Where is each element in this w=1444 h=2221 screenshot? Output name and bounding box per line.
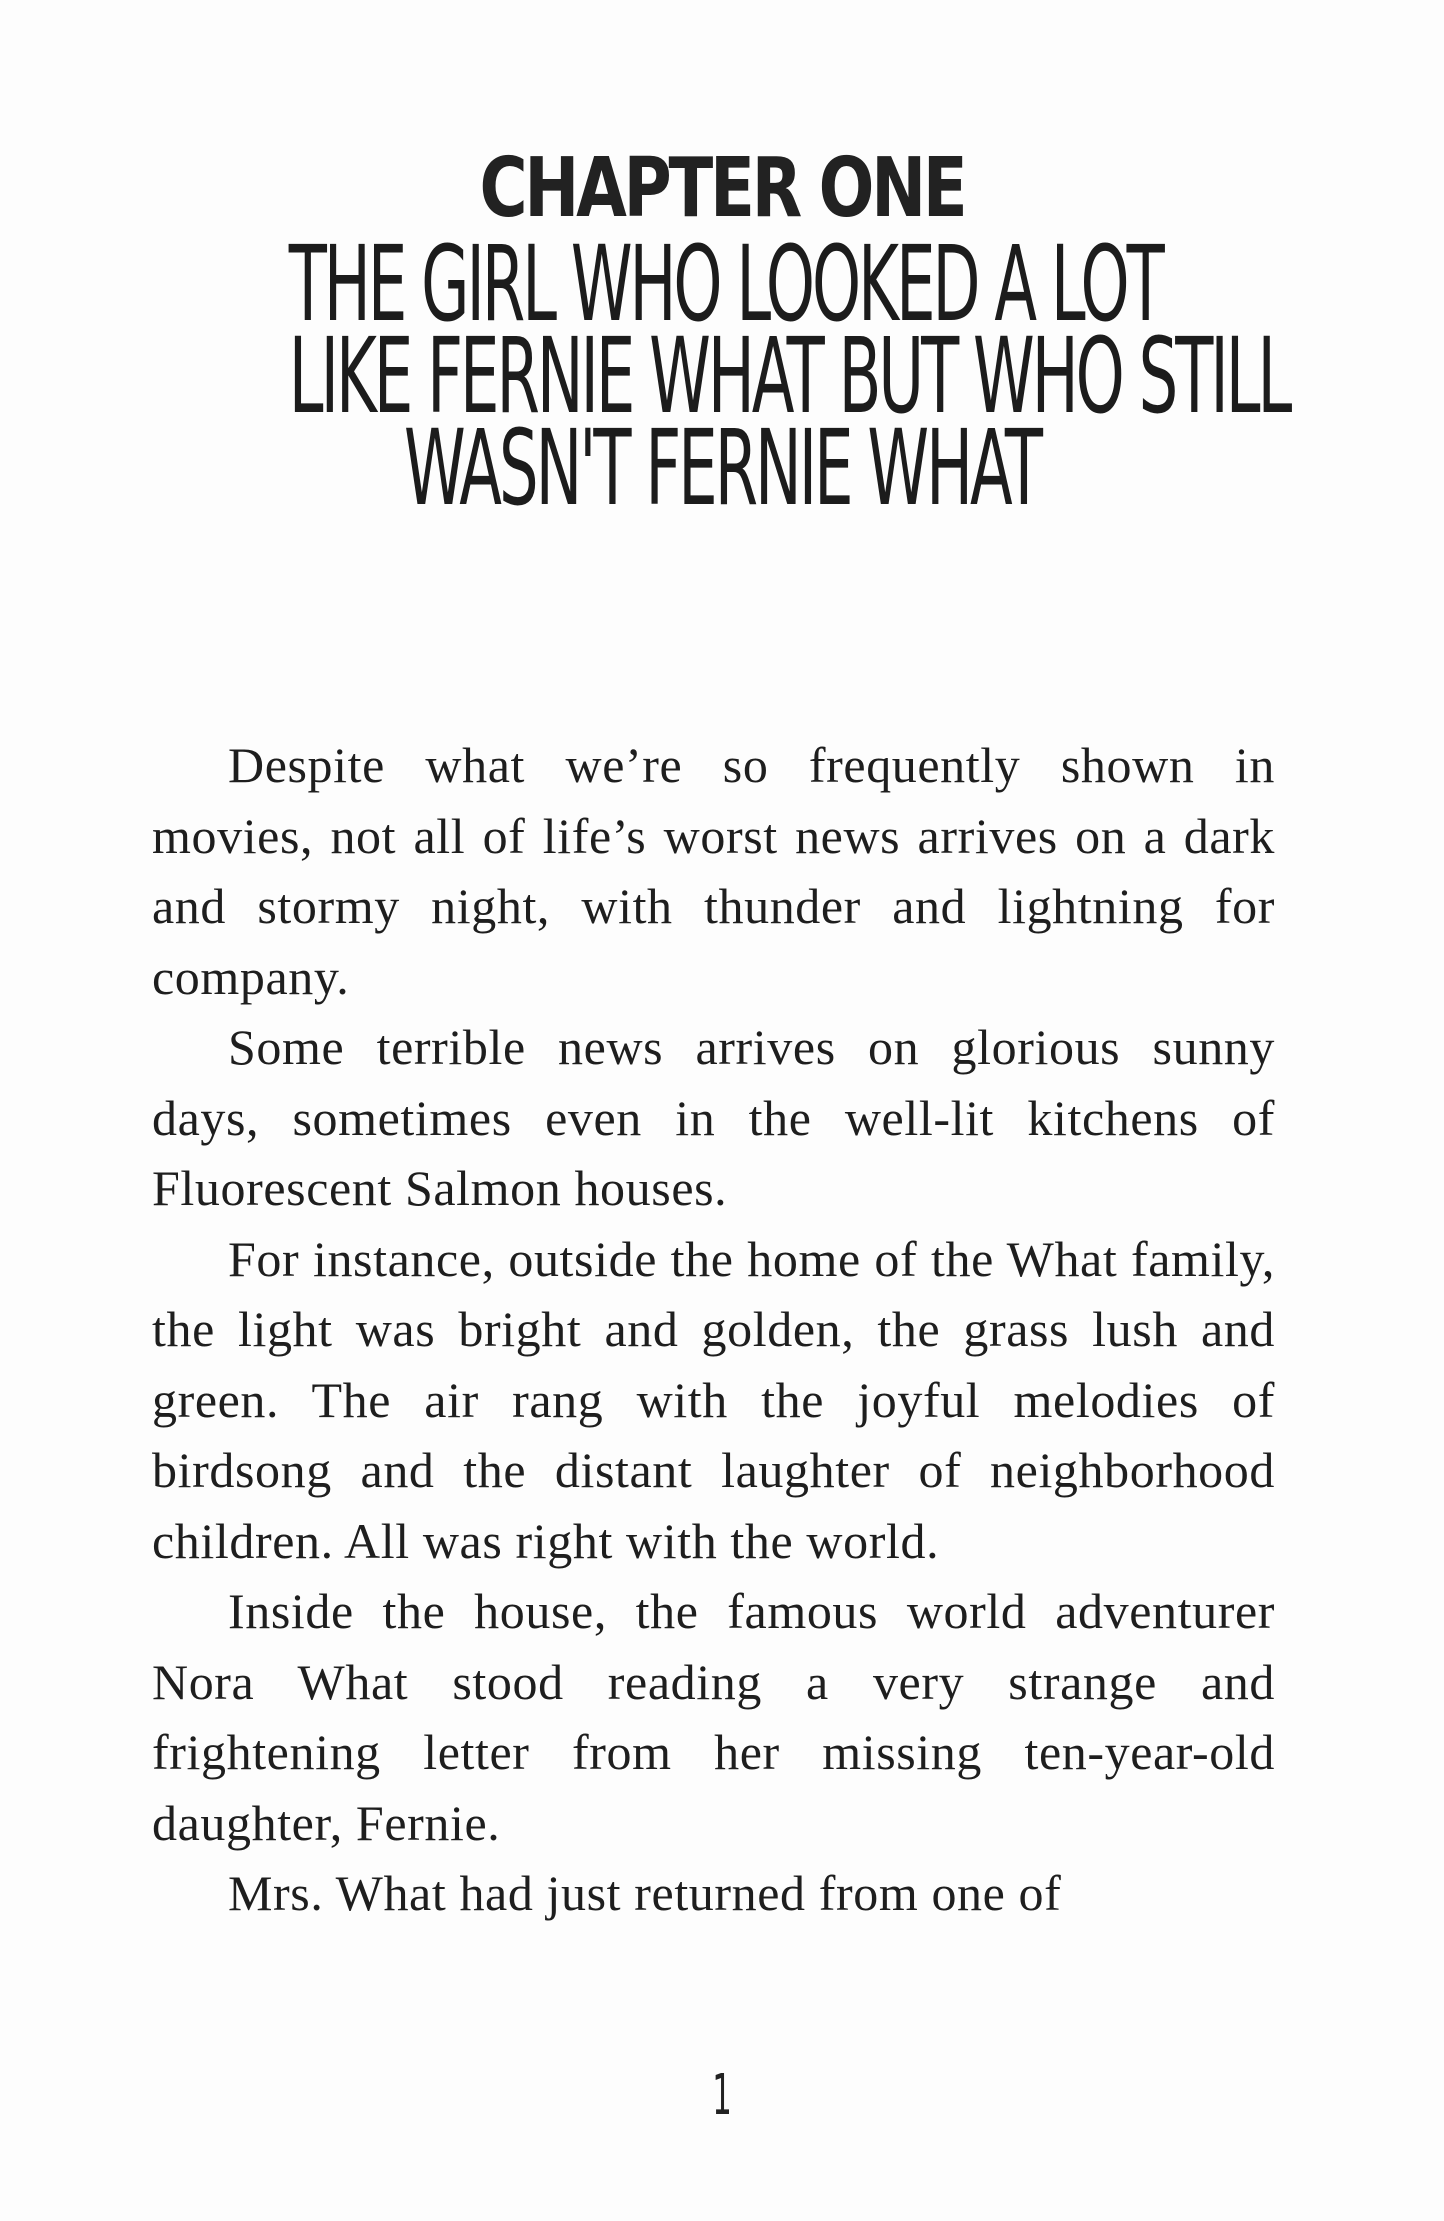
chapter-title [0, 223, 1444, 529]
paragraph: For instance, outside the home of the What family, the light was bright and golden, the grass lush and green. The air rang with the joyful melodies of birdsong and the distant laughter of neighborhood children. All was right with the world. [152, 1230, 1275, 1569]
chapter-title-line: LIKE FERNIE WHAT BUT WHO STILL [288, 315, 1290, 437]
page-number: 1 [712, 2063, 732, 2128]
paragraph: Mrs. What had just returned from one of [228, 1865, 1062, 1921]
paragraph: Some terrible news arrives on glorious sunny days, sometimes even in the well-lit kitchens of Fluorescent Salmon houses. [152, 1019, 1275, 1216]
body-text [152, 730, 1275, 1929]
paragraph: Despite what we’re so frequently shown in movies, not all of life’s worst news arrives on a dark and stormy night, with thunder and lightning for company. [152, 737, 1275, 1005]
paragraph: Inside the house, the famous world adventurer Nora What stood reading a very strange and frightening letter from her missing ten-year-old daughter, Fernie. [152, 1583, 1275, 1851]
chapter-label: CHAPTER ONE [479, 141, 965, 236]
chapter-title-line: WASN'T FERNIE WHAT [404, 407, 1040, 529]
chapter-title-line: THE GIRL WHO LOOKED A LOT [288, 223, 1162, 345]
